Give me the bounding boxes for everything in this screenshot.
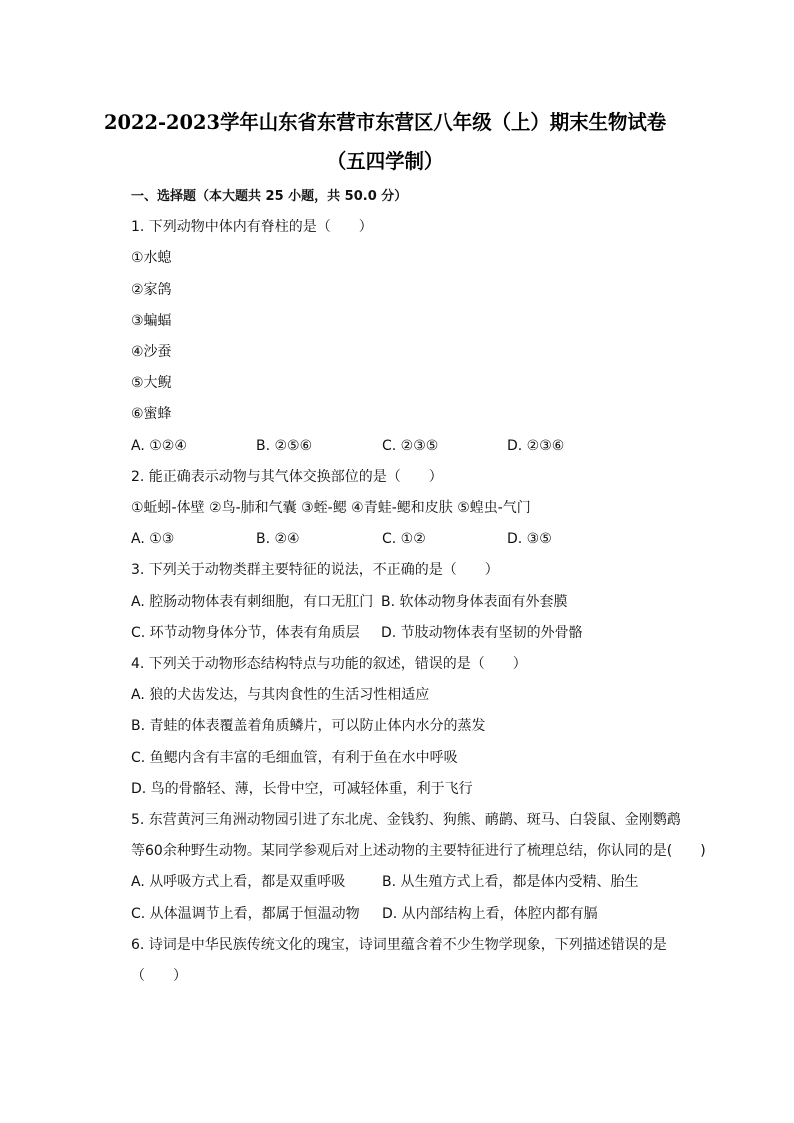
question-5-option-b: B. 从生殖方式上看，都是体内受精、胎生 bbox=[382, 874, 639, 890]
question-3-option-b: B. 软体动物身体表面有外套膜 bbox=[381, 594, 568, 610]
question-2-option-b: B. ②④ bbox=[256, 531, 300, 547]
question-1-item: ③蝙蝠 bbox=[131, 313, 172, 329]
question-3-option-c: C. 环节动物身体分节，体表有角质层 bbox=[131, 625, 360, 641]
question-3-stem: 3. 下列关于动物类群主要特征的说法，不正确的是（ ） bbox=[131, 562, 499, 578]
exam-title: 2022-2023学年山东省东营市东营区八年级（上）期末生物试卷 bbox=[103, 110, 667, 134]
question-1-item: ②家鸽 bbox=[131, 282, 172, 298]
question-1-item: ①水螅 bbox=[131, 250, 172, 266]
question-1-option-a: A. ①②④ bbox=[131, 438, 187, 454]
section-header: 一、选择题（本大题共 25 小题，共 50.0 分） bbox=[131, 189, 408, 204]
question-1-item: ⑤大鲵 bbox=[131, 375, 172, 391]
question-5-option-c: C. 从体温调节上看，都属于恒温动物 bbox=[131, 906, 360, 922]
question-4-option-a: A. 狼的犬齿发达，与其肉食性的生活习性相适应 bbox=[131, 687, 430, 703]
question-6-stem-line-2: （ ） bbox=[131, 968, 187, 984]
question-2-option-d: D. ③⑤ bbox=[507, 531, 552, 547]
question-1-stem: 1. 下列动物中体内有脊柱的是（ ） bbox=[131, 219, 373, 235]
question-5-option-d: D. 从内部结构上看，体腔内都有膈 bbox=[382, 906, 598, 922]
question-1-option-c: C. ②③⑤ bbox=[382, 438, 439, 454]
question-4-stem: 4. 下列关于动物形态结构特点与功能的叙述，错误的是（ ） bbox=[131, 656, 527, 672]
question-5-option-a: A. 从呼吸方式上看，都是双重呼吸 bbox=[131, 874, 346, 890]
question-1-item: ④沙蚕 bbox=[131, 344, 172, 360]
question-2-stem: 2. 能正确表示动物与其气体交换部位的是（ ） bbox=[131, 469, 443, 485]
question-4-option-c: C. 鱼鳃内含有丰富的毛细血管，有利于鱼在水中呼吸 bbox=[131, 750, 458, 766]
question-2-items: ①蚯蚓-体壁 ②鸟-肺和气囊 ③蛭-鳃 ④青蛙-鳃和皮肤 ⑤蝗虫-气门 bbox=[131, 500, 531, 516]
question-6-stem-line-1: 6. 诗词是中华民族传统文化的瑰宝，诗词里蕴含着不少生物学现象，下列描述错误的是 bbox=[131, 937, 667, 953]
question-2-option-a: A. ①③ bbox=[131, 531, 175, 547]
question-3-option-d: D. 节肢动物体表有坚韧的外骨骼 bbox=[381, 625, 583, 641]
exam-subtitle: （五四学制） bbox=[326, 149, 444, 173]
question-1-option-b: B. ②⑤⑥ bbox=[256, 438, 313, 454]
question-5-stem-line-1: 5. 东营黄河三角洲动物园引进了东北虎、金钱豹、狗熊、鸸鹋、斑马、白袋鼠、金刚鹦鹉 bbox=[131, 812, 681, 828]
question-3-option-a: A. 腔肠动物体表有刺细胞，有口无肛门 bbox=[131, 594, 374, 610]
question-5-stem-line-2: 等60余种野生动物。某同学参观后对上述动物的主要特征进行了梳理总结，你认同的是( ) bbox=[131, 843, 706, 859]
question-1-item: ⑥蜜蜂 bbox=[131, 406, 172, 422]
question-1-option-d: D. ②③⑥ bbox=[507, 438, 565, 454]
question-2-option-c: C. ①② bbox=[382, 531, 426, 547]
question-4-option-b: B. 青蛙的体表覆盖着角质鳞片，可以防止体内水分的蒸发 bbox=[131, 718, 486, 734]
question-4-option-d: D. 鸟的骨骼轻、薄，长骨中空，可减轻体重，利于飞行 bbox=[131, 781, 473, 797]
